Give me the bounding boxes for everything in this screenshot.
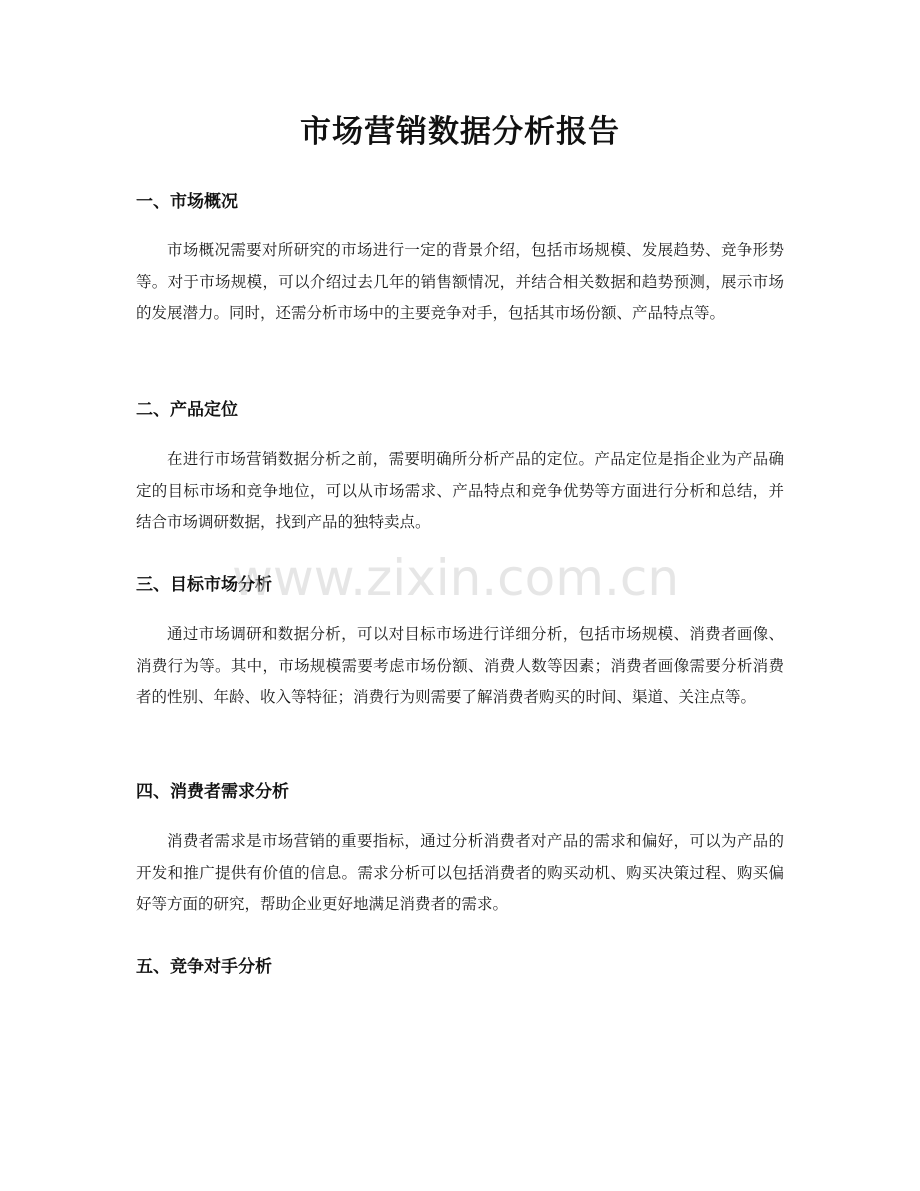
section-heading-target-market: 三、目标市场分析: [136, 575, 272, 595]
section-heading-product-positioning: 二、产品定位: [136, 400, 238, 420]
section-heading-market-overview: 一、市场概况: [136, 192, 238, 212]
section-heading-consumer-demand: 四、消费者需求分析: [136, 782, 289, 802]
section-body-target-market: 通过市场调研和数据分析，可以对目标市场进行详细分析，包括市场规模、消费者画像、消费行为等。其中，市场规模需要考虑市场份额、消费人数等因素；消费者画像需要分析消费者的性别、年龄、收入等特征；消费行为则需要了解消费者购买的时间、渠道、关注点等。: [136, 625, 784, 706]
page-title: 市场营销数据分析报告: [300, 114, 620, 150]
section-body-product-positioning: 在进行市场营销数据分析之前，需要明确所分析产品的定位。产品定位是指企业为产品确定的目标市场和竞争地位，可以从市场需求、产品特点和竞争优势等方面进行分析和总结，并结合市场调研数据，找到产品的独特卖点。: [136, 450, 784, 531]
watermark: www.zixin.com.cn: [232, 549, 680, 607]
section-body-market-overview: 市场概况需要对所研究的市场进行一定的背景介绍，包括市场规模、发展趋势、竞争形势等。对于市场规模，可以介绍过去几年的销售额情况，并结合相关数据和趋势预测，展示市场的发展潜力。同时，还需分析市场中的主要竞争对手，包括其市场份额、产品特点等。: [136, 241, 784, 322]
section-body-consumer-demand: 消费者需求是市场营销的重要指标，通过分析消费者对产品的需求和偏好，可以为产品的开发和推广提供有价值的信息。需求分析可以包括消费者的购买动机、购买决策过程、购买偏好等方面的研究，帮助企业更好地满足消费者的需求。: [136, 832, 784, 913]
section-heading-competitor-analysis: 五、竞争对手分析: [136, 957, 272, 977]
